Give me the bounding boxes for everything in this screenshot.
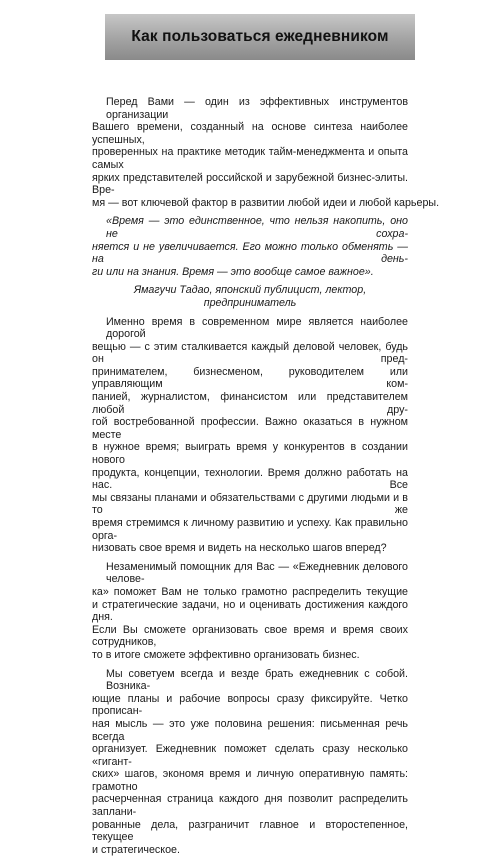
- text-line: в нужное время; выиграть время у конкурентов в создании нового: [92, 441, 408, 467]
- text-line: ка» поможет Вам не только грамотно распределить текущие: [92, 585, 408, 598]
- text-line: и стратегические задачи, но и оценивать достижения каждого дня.: [92, 598, 408, 624]
- body-text: [92, 96, 440, 856]
- page-title: Как пользоваться ежедневником: [131, 28, 389, 45]
- text-line: Перед Вами — один из эффективных инструментов организации: [106, 96, 408, 121]
- epigraph-quote: [92, 215, 408, 278]
- text-line: Незаменимый помощник для Вас — «Ежедневник делового челове-: [106, 560, 408, 586]
- text-line: принимателем, бизнесменом, руководителем или управляющим ком-: [92, 365, 408, 391]
- paragraph-time-value: [92, 316, 408, 555]
- text-line: ярких представителей российской и зарубежной бизнес-элиты. Вре-: [92, 171, 408, 197]
- quote-attribution: Ямагучи Тадао, японский публицист, лектор, предприниматель: [133, 284, 367, 309]
- text-line: вещью — с этим сталкивается каждый деловой человек, будь он пред-: [92, 340, 408, 366]
- title-banner: [105, 14, 415, 60]
- text-line: расчерченная страница каждого дня позволит распределить заплани-: [92, 793, 408, 819]
- text-line: низовать свое время и видеть на несколько шагов вперед?: [92, 542, 387, 555]
- paragraph-advice: [92, 668, 408, 856]
- text-line: ских» шагов, экономя время и личную оперативную память: грамотно: [92, 768, 408, 793]
- text-line: гой востребованной профессии. Важно оказаться в нужном месте: [92, 416, 408, 441]
- text-line: мя — вот ключевой фактор в развитии любой идеи и любой карьеры.: [92, 196, 440, 209]
- intro-paragraph: [92, 96, 440, 209]
- text-line: ющие планы и рабочие вопросы сразу фиксируйте. Четко прописан-: [92, 692, 408, 718]
- text-line: время стремимся к личному развитию и успеху. Как правильно орга-: [92, 517, 408, 542]
- text-line: Именно время в современном мире является наиболее дорогой: [106, 315, 408, 341]
- text-line: то в итоге сможете эффективно организовать бизнес.: [92, 648, 360, 661]
- text-line: няется и не увеличивается. Его можно только обменять — на день-: [92, 240, 408, 266]
- text-line: организует. Ежедневник поможет сделать сразу несколько «гигант-: [92, 743, 408, 768]
- text-line: ная мысль — это уже половина решения: письменная речь всегда: [92, 717, 408, 743]
- text-line: рованные дела, разграничит главное и второстепенное, текущее: [92, 818, 408, 844]
- text-line: и стратегическое.: [92, 843, 180, 856]
- paragraph-assistant: [92, 561, 408, 662]
- text-line: Мы советуем всегда и везде брать ежедневник с собой. Возника-: [106, 667, 408, 693]
- text-line: «Время — это единственное, что нельзя накопить, оно не сохра-: [106, 215, 408, 240]
- text-line: панией, журналистом, финансистом или представителем любой дру-: [92, 391, 408, 416]
- text-line: Если Вы сможете организовать свое время и время своих сотрудников,: [92, 623, 408, 649]
- text-line: Вашего времени, созданный на основе синтеза наиболее успешных,: [92, 121, 408, 146]
- text-line: ги или на знания. Время — это вообще самое важное».: [92, 265, 374, 278]
- text-line: мы связаны планами и обязательствами с другими людьми и в то же: [92, 491, 408, 517]
- text-line: проверенных на практике методик тайм-менеджмента и опыта самых: [92, 146, 408, 171]
- text-line: продукта, концепции, технологии. Время должно работать на нас. Все: [92, 466, 408, 492]
